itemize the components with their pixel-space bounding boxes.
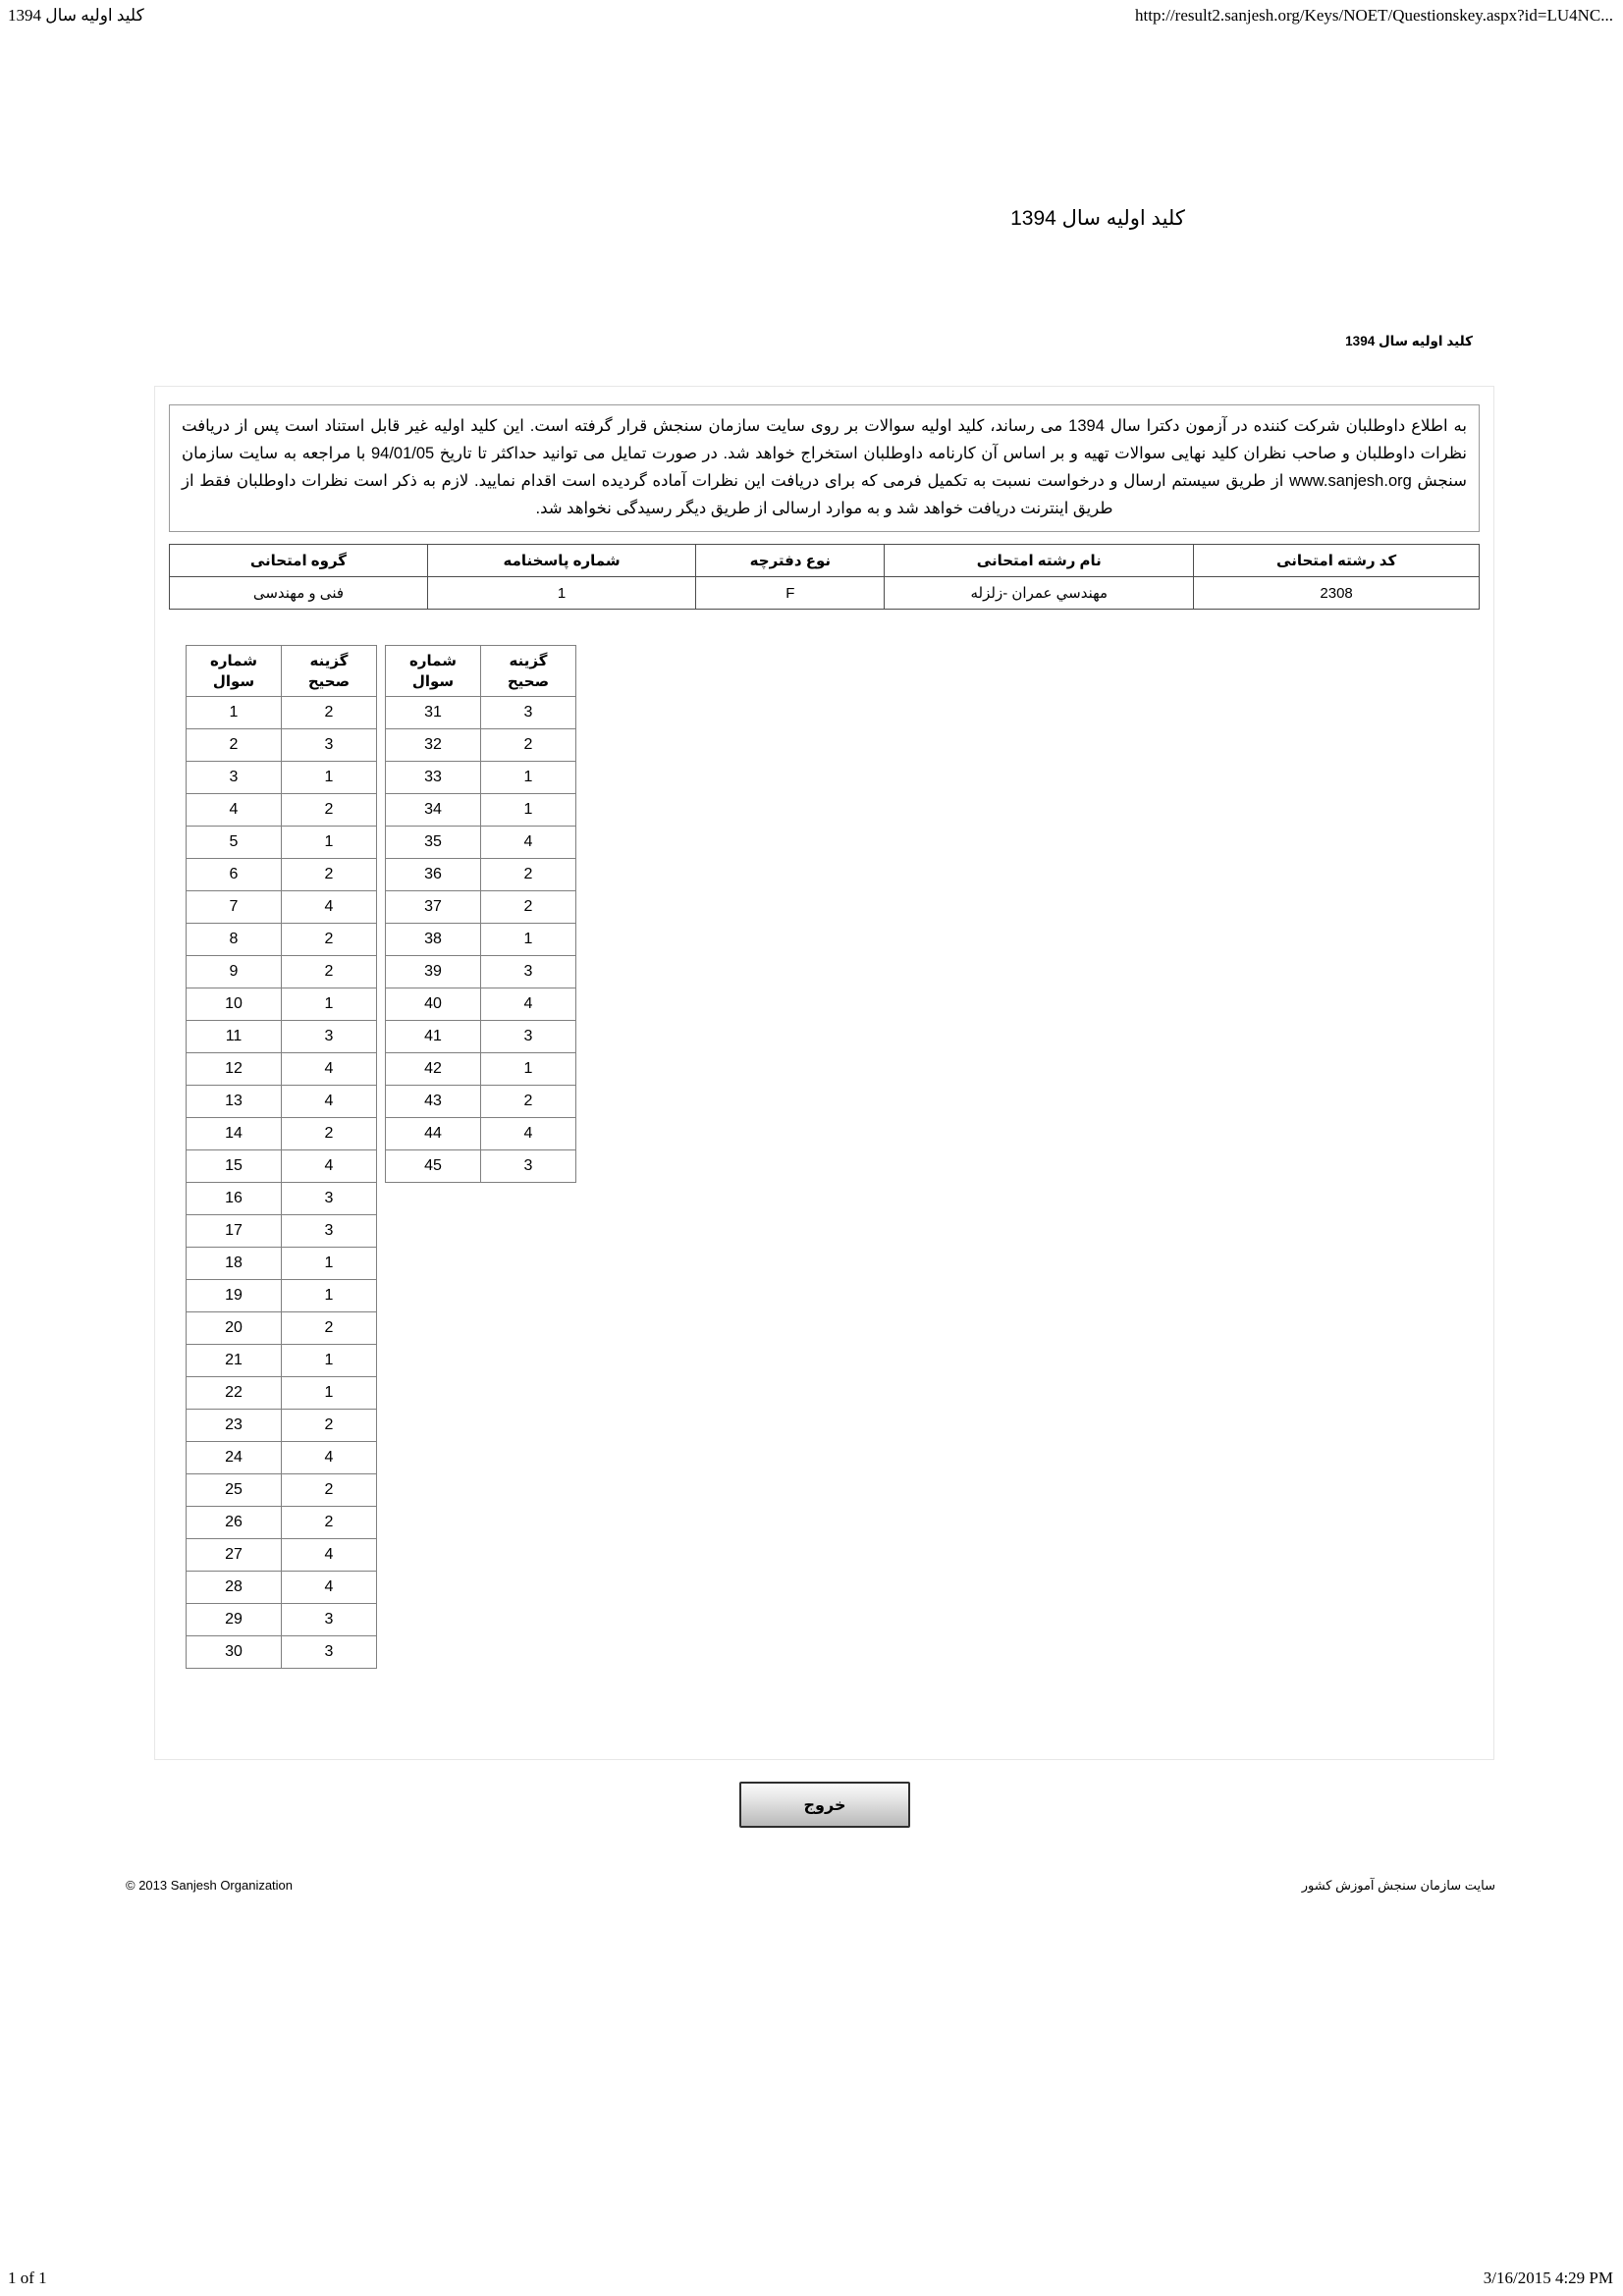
question-number-cell: 22 <box>187 1377 282 1410</box>
content-frame <box>154 386 1494 1760</box>
answer-row <box>386 1021 576 1053</box>
correct-option-cell: 4 <box>282 1442 377 1474</box>
correct-option-cell: 4 <box>282 1539 377 1572</box>
correct-option-cell: 1 <box>282 1280 377 1312</box>
question-number-cell: 7 <box>187 891 282 924</box>
correct-option-cell: 2 <box>282 1312 377 1345</box>
answer-row <box>187 1604 377 1636</box>
page-indicator: 1 of 1 <box>8 2269 47 2287</box>
correct-option-cell: 2 <box>282 1118 377 1150</box>
print-header-document-title: کلید اولیه سال 1394 <box>8 6 144 25</box>
question-number-cell: 44 <box>386 1118 481 1150</box>
question-number-cell: 40 <box>386 988 481 1021</box>
question-number-cell: 17 <box>187 1215 282 1248</box>
correct-option-cell: 3 <box>282 729 377 762</box>
question-number-cell: 1 <box>187 697 282 729</box>
header-major-name: نام رشته امتحانی <box>885 545 1194 577</box>
question-number-cell: 23 <box>187 1410 282 1442</box>
answer-row <box>187 956 377 988</box>
header-correct-option: گزینه صحیح <box>282 646 377 697</box>
question-number-cell: 42 <box>386 1053 481 1086</box>
answer-row <box>187 1345 377 1377</box>
correct-option-cell: 4 <box>481 988 576 1021</box>
page-title: کلید اولیه سال 1394 <box>1010 207 1185 230</box>
exam-info-value-row <box>170 577 1480 610</box>
answer-row <box>187 1053 377 1086</box>
correct-option-cell: 1 <box>481 794 576 827</box>
answer-row <box>187 697 377 729</box>
question-number-cell: 18 <box>187 1248 282 1280</box>
correct-option-cell: 3 <box>282 1215 377 1248</box>
answer-row <box>386 956 576 988</box>
question-number-cell: 33 <box>386 762 481 794</box>
answer-header-row <box>386 646 576 697</box>
correct-option-cell: 3 <box>282 1604 377 1636</box>
answer-row <box>386 1118 576 1150</box>
answer-row <box>187 1410 377 1442</box>
answer-row <box>386 729 576 762</box>
site-name-text: سایت سازمان سنجش آموزش کشور <box>1301 1878 1495 1893</box>
print-timestamp: 3/16/2015 4:29 PM <box>1483 2269 1613 2287</box>
answer-row <box>187 762 377 794</box>
answer-row <box>386 827 576 859</box>
answer-row <box>187 1021 377 1053</box>
site-footer <box>126 1878 1495 1894</box>
correct-option-cell: 1 <box>481 924 576 956</box>
question-number-cell: 10 <box>187 988 282 1021</box>
correct-option-cell: 1 <box>282 1345 377 1377</box>
header-booklet-type: نوع دفترچه <box>696 545 885 577</box>
header-correct-option: گزینه صحیح <box>481 646 576 697</box>
answer-row <box>386 924 576 956</box>
header-question-number: شماره سوال <box>386 646 481 697</box>
question-number-cell: 20 <box>187 1312 282 1345</box>
print-header-url: http://result2.sanjesh.org/Keys/NOET/Questionskey.aspx?id=LU4NC... <box>1135 6 1613 25</box>
question-number-cell: 28 <box>187 1572 282 1604</box>
correct-option-cell: 2 <box>282 859 377 891</box>
answer-row <box>187 1507 377 1539</box>
value-exam-code: 2308 <box>1194 577 1480 610</box>
answer-row <box>187 1539 377 1572</box>
correct-option-cell: 3 <box>282 1183 377 1215</box>
question-number-cell: 8 <box>187 924 282 956</box>
value-booklet-type: F <box>696 577 885 610</box>
answer-row <box>187 827 377 859</box>
answer-row <box>187 1215 377 1248</box>
correct-option-cell: 1 <box>282 827 377 859</box>
answer-row <box>187 1474 377 1507</box>
correct-option-cell: 4 <box>282 891 377 924</box>
correct-option-cell: 2 <box>481 729 576 762</box>
correct-option-cell: 1 <box>282 1248 377 1280</box>
answer-row <box>187 1183 377 1215</box>
question-number-cell: 25 <box>187 1474 282 1507</box>
print-footer <box>8 2269 1613 2288</box>
question-number-cell: 6 <box>187 859 282 891</box>
question-number-cell: 45 <box>386 1150 481 1183</box>
answer-row <box>386 1086 576 1118</box>
answer-table-2 <box>385 645 576 1183</box>
question-number-cell: 43 <box>386 1086 481 1118</box>
answer-row <box>187 1086 377 1118</box>
answer-row <box>187 1150 377 1183</box>
answer-row <box>187 1377 377 1410</box>
print-header <box>8 6 1613 26</box>
header-answersheet-number: شماره پاسخنامه <box>427 545 695 577</box>
answer-row <box>187 1442 377 1474</box>
correct-option-cell: 2 <box>282 1507 377 1539</box>
header-exam-code: کد رشته امتحانی <box>1194 545 1480 577</box>
correct-option-cell: 3 <box>481 1021 576 1053</box>
answer-row <box>386 891 576 924</box>
answer-row <box>187 729 377 762</box>
value-major-name: مهندسي عمران -زلزله <box>885 577 1194 610</box>
correct-option-cell: 1 <box>481 762 576 794</box>
correct-option-cell: 3 <box>481 956 576 988</box>
correct-option-cell: 1 <box>282 762 377 794</box>
copyright-text: © 2013 Sanjesh Organization <box>126 1878 294 1893</box>
answer-row <box>386 762 576 794</box>
answer-row <box>187 891 377 924</box>
question-number-cell: 38 <box>386 924 481 956</box>
correct-option-cell: 4 <box>282 1053 377 1086</box>
answer-header-row <box>187 646 377 697</box>
header-question-number: شماره سوال <box>187 646 282 697</box>
answer-row <box>187 1312 377 1345</box>
correct-option-cell: 2 <box>282 956 377 988</box>
question-number-cell: 26 <box>187 1507 282 1539</box>
question-number-cell: 34 <box>386 794 481 827</box>
question-number-cell: 3 <box>187 762 282 794</box>
correct-option-cell: 2 <box>481 1086 576 1118</box>
answer-row <box>187 1280 377 1312</box>
exit-button[interactable]: خروج <box>739 1782 910 1828</box>
answer-row <box>187 988 377 1021</box>
correct-option-cell: 4 <box>481 827 576 859</box>
question-number-cell: 15 <box>187 1150 282 1183</box>
question-number-cell: 36 <box>386 859 481 891</box>
answer-row <box>386 1150 576 1183</box>
correct-option-cell: 3 <box>282 1636 377 1669</box>
answer-row <box>386 988 576 1021</box>
correct-option-cell: 2 <box>282 794 377 827</box>
correct-option-cell: 4 <box>282 1086 377 1118</box>
question-number-cell: 9 <box>187 956 282 988</box>
question-number-cell: 24 <box>187 1442 282 1474</box>
question-number-cell: 41 <box>386 1021 481 1053</box>
question-number-cell: 12 <box>187 1053 282 1086</box>
correct-option-cell: 2 <box>481 859 576 891</box>
question-number-cell: 29 <box>187 1604 282 1636</box>
correct-option-cell: 3 <box>282 1021 377 1053</box>
correct-option-cell: 3 <box>481 697 576 729</box>
answer-row <box>187 1118 377 1150</box>
question-number-cell: 21 <box>187 1345 282 1377</box>
answer-row <box>187 859 377 891</box>
question-number-cell: 31 <box>386 697 481 729</box>
answer-row <box>187 794 377 827</box>
answer-row <box>386 697 576 729</box>
question-number-cell: 35 <box>386 827 481 859</box>
question-number-cell: 19 <box>187 1280 282 1312</box>
value-exam-group: فنی و مهندسی <box>170 577 428 610</box>
correct-option-cell: 1 <box>282 1377 377 1410</box>
correct-option-cell: 2 <box>282 924 377 956</box>
answer-key-tables <box>186 645 1493 1669</box>
question-number-cell: 16 <box>187 1183 282 1215</box>
correct-option-cell: 2 <box>282 1474 377 1507</box>
question-number-cell: 2 <box>187 729 282 762</box>
answer-row <box>386 1053 576 1086</box>
answer-row <box>187 924 377 956</box>
correct-option-cell: 4 <box>282 1150 377 1183</box>
answer-row <box>386 794 576 827</box>
question-number-cell: 14 <box>187 1118 282 1150</box>
correct-option-cell: 2 <box>282 1410 377 1442</box>
header-exam-group: گروه امتحانی <box>170 545 428 577</box>
answer-table-1 <box>186 645 377 1669</box>
question-number-cell: 11 <box>187 1021 282 1053</box>
section-header: کلید اولیه سال 1394 <box>1345 334 1473 348</box>
correct-option-cell: 2 <box>481 891 576 924</box>
exam-info-table <box>169 544 1480 610</box>
correct-option-cell: 4 <box>481 1118 576 1150</box>
value-answersheet-number: 1 <box>427 577 695 610</box>
question-number-cell: 5 <box>187 827 282 859</box>
notice-paragraph: به اطلاع داوطلبان شرکت کننده در آزمون دکترا سال 1394 می رساند، کلید اولیه سوالات بر روی سایت سازمان سنجش قرار گرفته است. این کلید اولیه غیر قابل استناد است پس از دریافت نظرات داوطلبان و صاحب نظران کلید نهایی سوالات تهیه و بر اساس آن کارنامه داوطلبان استخراج خواهد شد. در صورت تمایل می توانید حداکثر تا تاریخ 94/01/05 با مراجعه به سایت سازمان سنجش www.sanjesh.org از طریق سیستم ارسال و درخواست نسبت به تکمیل فرمی که برای دریافت این نظرات آماده گردیده است اقدام نمایید. لازم به ذکر است نظرات داوطلبان فقط از طریق اینترنت دریافت خواهد شد و به موارد ارسالی از طریق دیگر رسیدگی نخواهد شد. <box>169 404 1480 532</box>
correct-option-cell: 2 <box>282 697 377 729</box>
question-number-cell: 13 <box>187 1086 282 1118</box>
exam-info-header-row <box>170 545 1480 577</box>
question-number-cell: 30 <box>187 1636 282 1669</box>
question-number-cell: 27 <box>187 1539 282 1572</box>
correct-option-cell: 4 <box>282 1572 377 1604</box>
question-number-cell: 37 <box>386 891 481 924</box>
answer-row <box>386 859 576 891</box>
question-number-cell: 32 <box>386 729 481 762</box>
answer-row <box>187 1248 377 1280</box>
answer-row <box>187 1572 377 1604</box>
question-number-cell: 4 <box>187 794 282 827</box>
correct-option-cell: 1 <box>282 988 377 1021</box>
answer-row <box>187 1636 377 1669</box>
question-number-cell: 39 <box>386 956 481 988</box>
correct-option-cell: 3 <box>481 1150 576 1183</box>
correct-option-cell: 1 <box>481 1053 576 1086</box>
